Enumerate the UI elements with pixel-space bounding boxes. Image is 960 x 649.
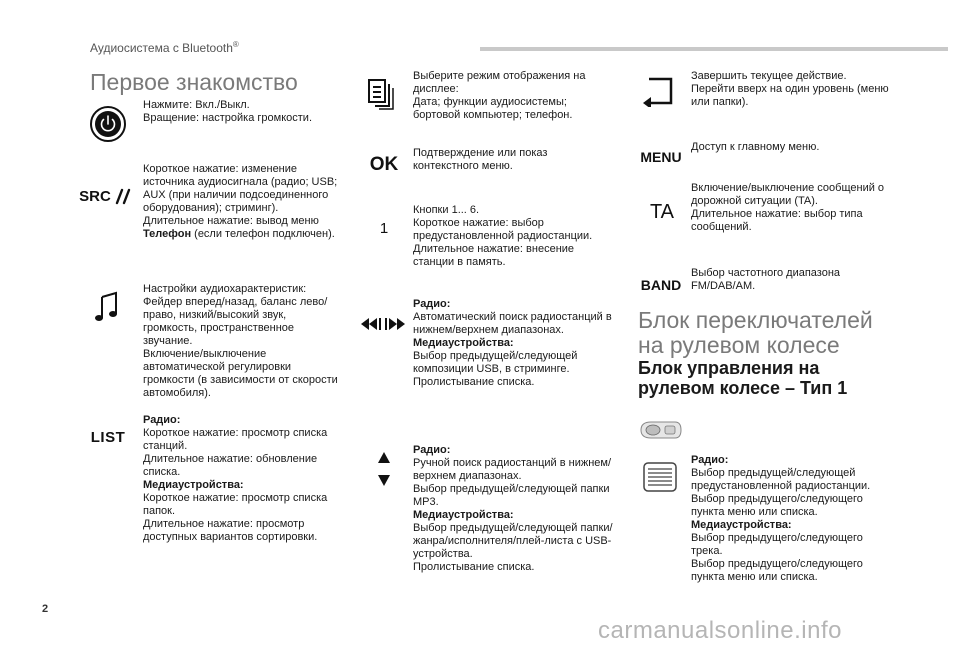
header-divider [480,47,948,51]
ok-icon: OK [369,154,399,175]
ta-icon: TA [649,200,675,223]
back-description: Завершить текущее действие. Перейти вверх на один уровень (меню или папки). [691,70,889,108]
display-mode-description: Выберите режим отображения на дисплее: Дата; функции аудиосистемы; бортовой компьютер; телефон. [413,70,586,121]
section-heading-steering-controls: Блок переключателей на рулевом колесе [638,307,873,358]
preset-description: Кнопки 1... 6. Короткое нажатие: выбор предустановленной радиостанции. Длительное нажатие: внесение станции в память. [413,204,593,268]
back-icon [640,76,676,108]
up-down-arrows-icon [374,452,394,486]
ta-description: Включение/выключение сообщений о дорожной ситуации (TA). Длительное нажатие: выбор типа сообщений. [691,182,885,233]
seek-description: Радио: Автоматический поиск радиостанций в нижнем/верхнем диапазонах. Медиаустройства: Выбор предыдущей/следующей композиции USB, в стриминге. Пролистывание списка. [413,298,612,388]
seek-arrows-icon [358,314,408,334]
up-down-description: Радио: Ручной поиск радиостанций в нижнем/верхнем диапазонах. Выбор предыдущей/следующей папки MP3. Медиаустройства: Выбор предыдущей/следующей папки/жанра/исполнителя/плей-листа с USB-устройства. Пролистывание списка. [413,444,613,573]
thumbwheel-icon [640,460,680,494]
section-heading-first-acquaintance: Первое знакомство [90,69,298,95]
menu-icon: MENU [640,149,682,165]
band-description: Выбор частотного диапазона FM/DAB/AM. [691,267,841,292]
steering-control-icon [636,418,684,442]
src-phone-icon [76,185,136,207]
audio-settings-description: Настройки аудиохарактеристик: Фейдер вперед/назад, баланс лево/право, низкий/высокий звук, громкость, пространственное звучание. Включение/выключение автоматической регулировки громкости (в зависимости от скорости автомобиля). [143,283,338,399]
watermark: carmanualsonline.info [598,617,842,644]
preset-1-icon: 1 [379,219,389,237]
thumbwheel-description: Радио: Выбор предыдущей/следующей предустановленной радиостанции. Выбор предыдущего/следующего пункта меню или списка. Медиаустройства: Выбор предыдущего/следующего трека. Выбор предыдущего/следующего пункта меню или списка. [691,454,871,583]
list-description: Радио: Короткое нажатие: просмотр списка станций. Длительное нажатие: обновление списка. Медиаустройства: Короткое нажатие: просмотр списка папок. Длительное нажатие: просмотр доступных вариантов сортировки. [143,414,328,543]
power-description: Нажмите: Вкл./Выкл. Вращение: настройка громкости. [143,99,313,124]
src-label: SRC [79,187,111,205]
power-icon [88,104,128,144]
display-mode-icon [366,78,398,110]
ok-description: Подтверждение или показ контекстного меню. [413,147,548,172]
page-number: 2 [42,603,49,615]
header-title: Аудиосистема с Bluetooth® [90,40,239,55]
menu-description: Доступ к главному меню. [691,141,820,153]
subheading-steering-type1: Блок управления на рулевом колесе – Тип 1 [638,358,848,398]
band-icon: BAND [640,277,682,293]
list-icon: LIST [90,428,126,446]
music-note-icon [92,288,122,324]
src-description: Короткое нажатие: изменение источника аудиосигнала (радио; USB; AUX (при наличии подсоединенного оборудования); стриминг). Длительное нажатие: вывод меню Телефон (если телефон подключен). [143,163,338,240]
